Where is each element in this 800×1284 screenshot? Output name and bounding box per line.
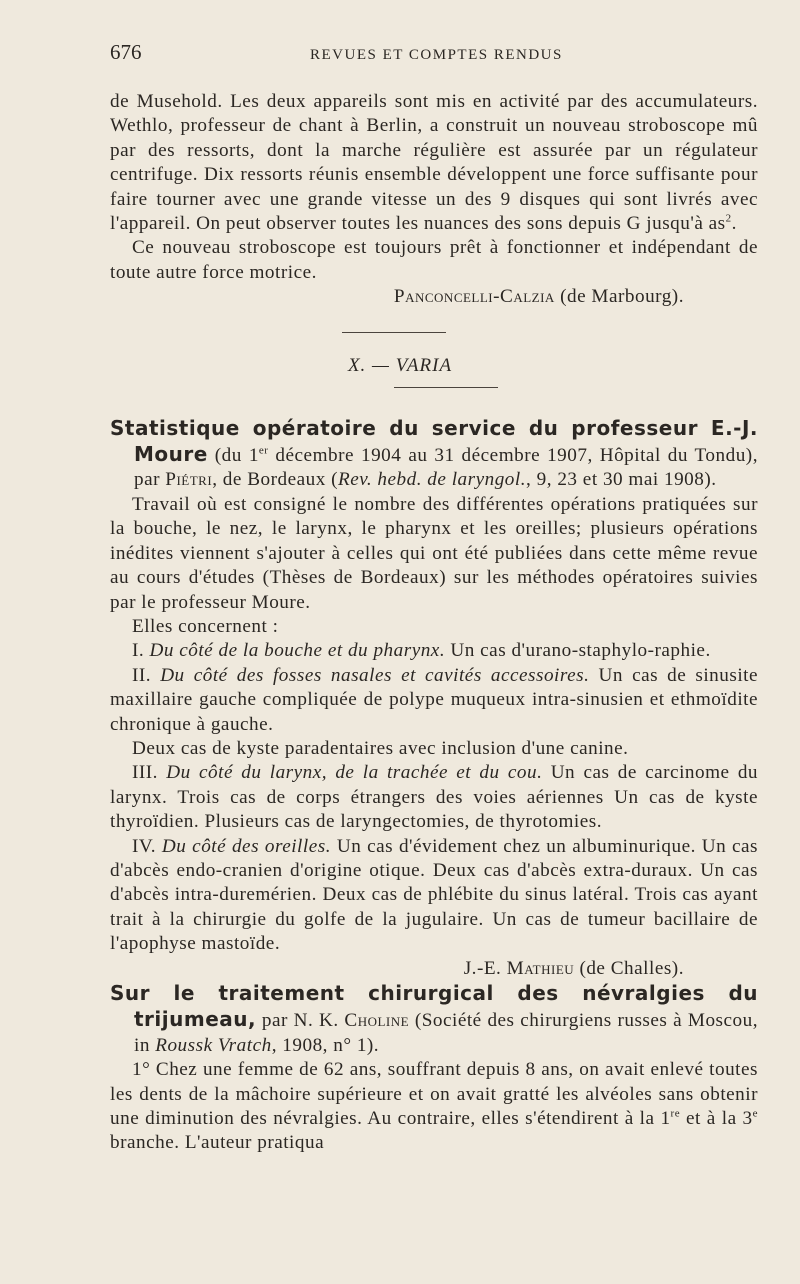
list-title: Du côté de la bouche et du pharynx. (149, 640, 446, 662)
superscript: e (752, 1107, 758, 1120)
list-item (110, 761, 758, 834)
review-paragraph-end: . (731, 213, 737, 235)
paragraph-text: et à la 3 (680, 1108, 753, 1130)
article-title: Sur le traitement chirurgical des névralgies du trijumeau, (110, 981, 758, 1032)
superscript: er (258, 444, 269, 457)
article-ref: par N. K. (256, 1010, 345, 1032)
running-title: REVUES ET COMPTES RENDUS (310, 47, 563, 63)
paragraph-text: branche. L'auteur pratiqua (110, 1132, 325, 1154)
article-paragraph (110, 1058, 758, 1156)
article-paragraph: Elles concernent : (132, 615, 279, 637)
list-text: Un cas d'évidement chez un albuminurique. Un cas d'abcès endo-cranien d'origine otique. Deux cas d'abcès extra-duraux. Un cas d'abcès intra-duremérien. Deux cas de phlébite du sinus latéral. Trois cas ayant trait à la chirurgie du golfe de la jugulaire. Un cas de tumeur bacillaire de l'apophyse mastoïde. (110, 835, 759, 955)
list-item (110, 664, 758, 737)
page-number: 676 (110, 40, 142, 64)
list-text: Un cas d'urano-staphylo-raphie. (445, 640, 711, 662)
article-heading (110, 416, 758, 493)
signature-name: Panconcelli-Calzia (393, 286, 555, 308)
list-number: I. (132, 640, 145, 662)
article-ref: , 1908, n° 1). (271, 1034, 380, 1056)
list-number: III. (132, 762, 158, 784)
article-paragraph: Deux cas de kyste paradentaires avec inclusion d'une canine. (132, 737, 629, 759)
signature-name: J.-E. Mathieu (463, 957, 575, 979)
paragraph-text: 1° Chez une femme de 62 ans, souffrant depuis 8 ans, on avait enlevé toutes les dents de la mâchoire supérieure et on avait gratté les alvéoles sans obtenir une diminution des névralgies. Au contraire, elles s'étendirent à la 1 (110, 1059, 758, 1130)
list-text: Un cas de sinusite maxillaire gauche compliquée de polype muqueux intra-sinusien et ethmoïdite chronique à gauche. (110, 664, 759, 735)
list-title: Du côté du larynx, de la trachée et du cou. (166, 762, 543, 784)
list-item (110, 835, 758, 957)
text-column (110, 40, 758, 1156)
page-header (110, 40, 758, 80)
article-paragraph: Travail où est consigné le nombre des différentes opérations pratiquées sur la bouche, le nez, le larynx, le pharynx et les oreilles; plusieurs opérations inédites viennent s'ajouter à celles qui ont été publiées dans cette même revue au cours d'études (Thèses de Bordeaux) sur les méthodes opératoires suivies par le professeur Moure. (110, 493, 758, 613)
article-ref: (du 1 (214, 445, 259, 467)
list-item (110, 639, 758, 663)
superscript: re (670, 1107, 681, 1120)
list-title: Du côté des oreilles. (161, 835, 332, 857)
separator-rule (342, 332, 446, 333)
list-text: Un cas de carcinome du larynx. Trois cas de corps étrangers des voies aériennes Un cas de kyste thyroïdien. Plusieurs cas de laryngectomies, de thyrotomies. (110, 762, 759, 833)
article-author: Choline (344, 1010, 410, 1032)
superscript: 2 (725, 212, 732, 225)
article-ref: , de Bordeaux ( (212, 469, 338, 491)
signature-place: (de Marbourg). (560, 286, 684, 308)
article-heading (110, 981, 758, 1058)
list-title: Du côté des fosses nasales et cavités accessoires. (160, 664, 590, 686)
article-signature (110, 957, 758, 981)
article-ref: décembre 1904 au 31 décembre 1907, Hôpital du Tondu), par (134, 445, 758, 491)
article-title: Statistique opératoire du service du professeur E.-J. Moure (110, 415, 758, 467)
journal-name: Rev. hebd. de laryngol. (337, 469, 527, 491)
article-author: Piétri (165, 469, 213, 491)
list-number: IV. (132, 835, 157, 857)
review-paragraph: Ce nouveau stroboscope est toujours prêt à fonctionner et indépendant de toute autre force motrice. (110, 237, 758, 283)
journal-name: Roussk Vratch (155, 1034, 272, 1056)
list-number: II. (132, 664, 152, 686)
review-paragraph-text: de Musehold. Les deux appareils sont mis en activité par des accumulateurs. Wethlo, professeur de chant à Berlin, a construit un nouveau stroboscope mû par des ressorts, dont la marche régulière est assurée par un régulateur centrifuge. Dix ressorts réunis ensemble développent une force suffisante pour faire tourner avec une grande vitesse un des 9 disques qui sont livrés avec l'appareil. On peut observer toutes les nuances des sons depuis G jusqu'à as (110, 91, 758, 235)
review-paragraph (110, 90, 758, 236)
review-signature (110, 285, 758, 309)
signature-place: (de Challes). (579, 957, 684, 979)
article-ref: (Société des chirurgiens russes à Moscou, in (134, 1010, 759, 1056)
section-heading: X. — VARIA (347, 354, 453, 376)
article-ref: , 9, 23 et 30 mai 1908). (526, 469, 717, 491)
